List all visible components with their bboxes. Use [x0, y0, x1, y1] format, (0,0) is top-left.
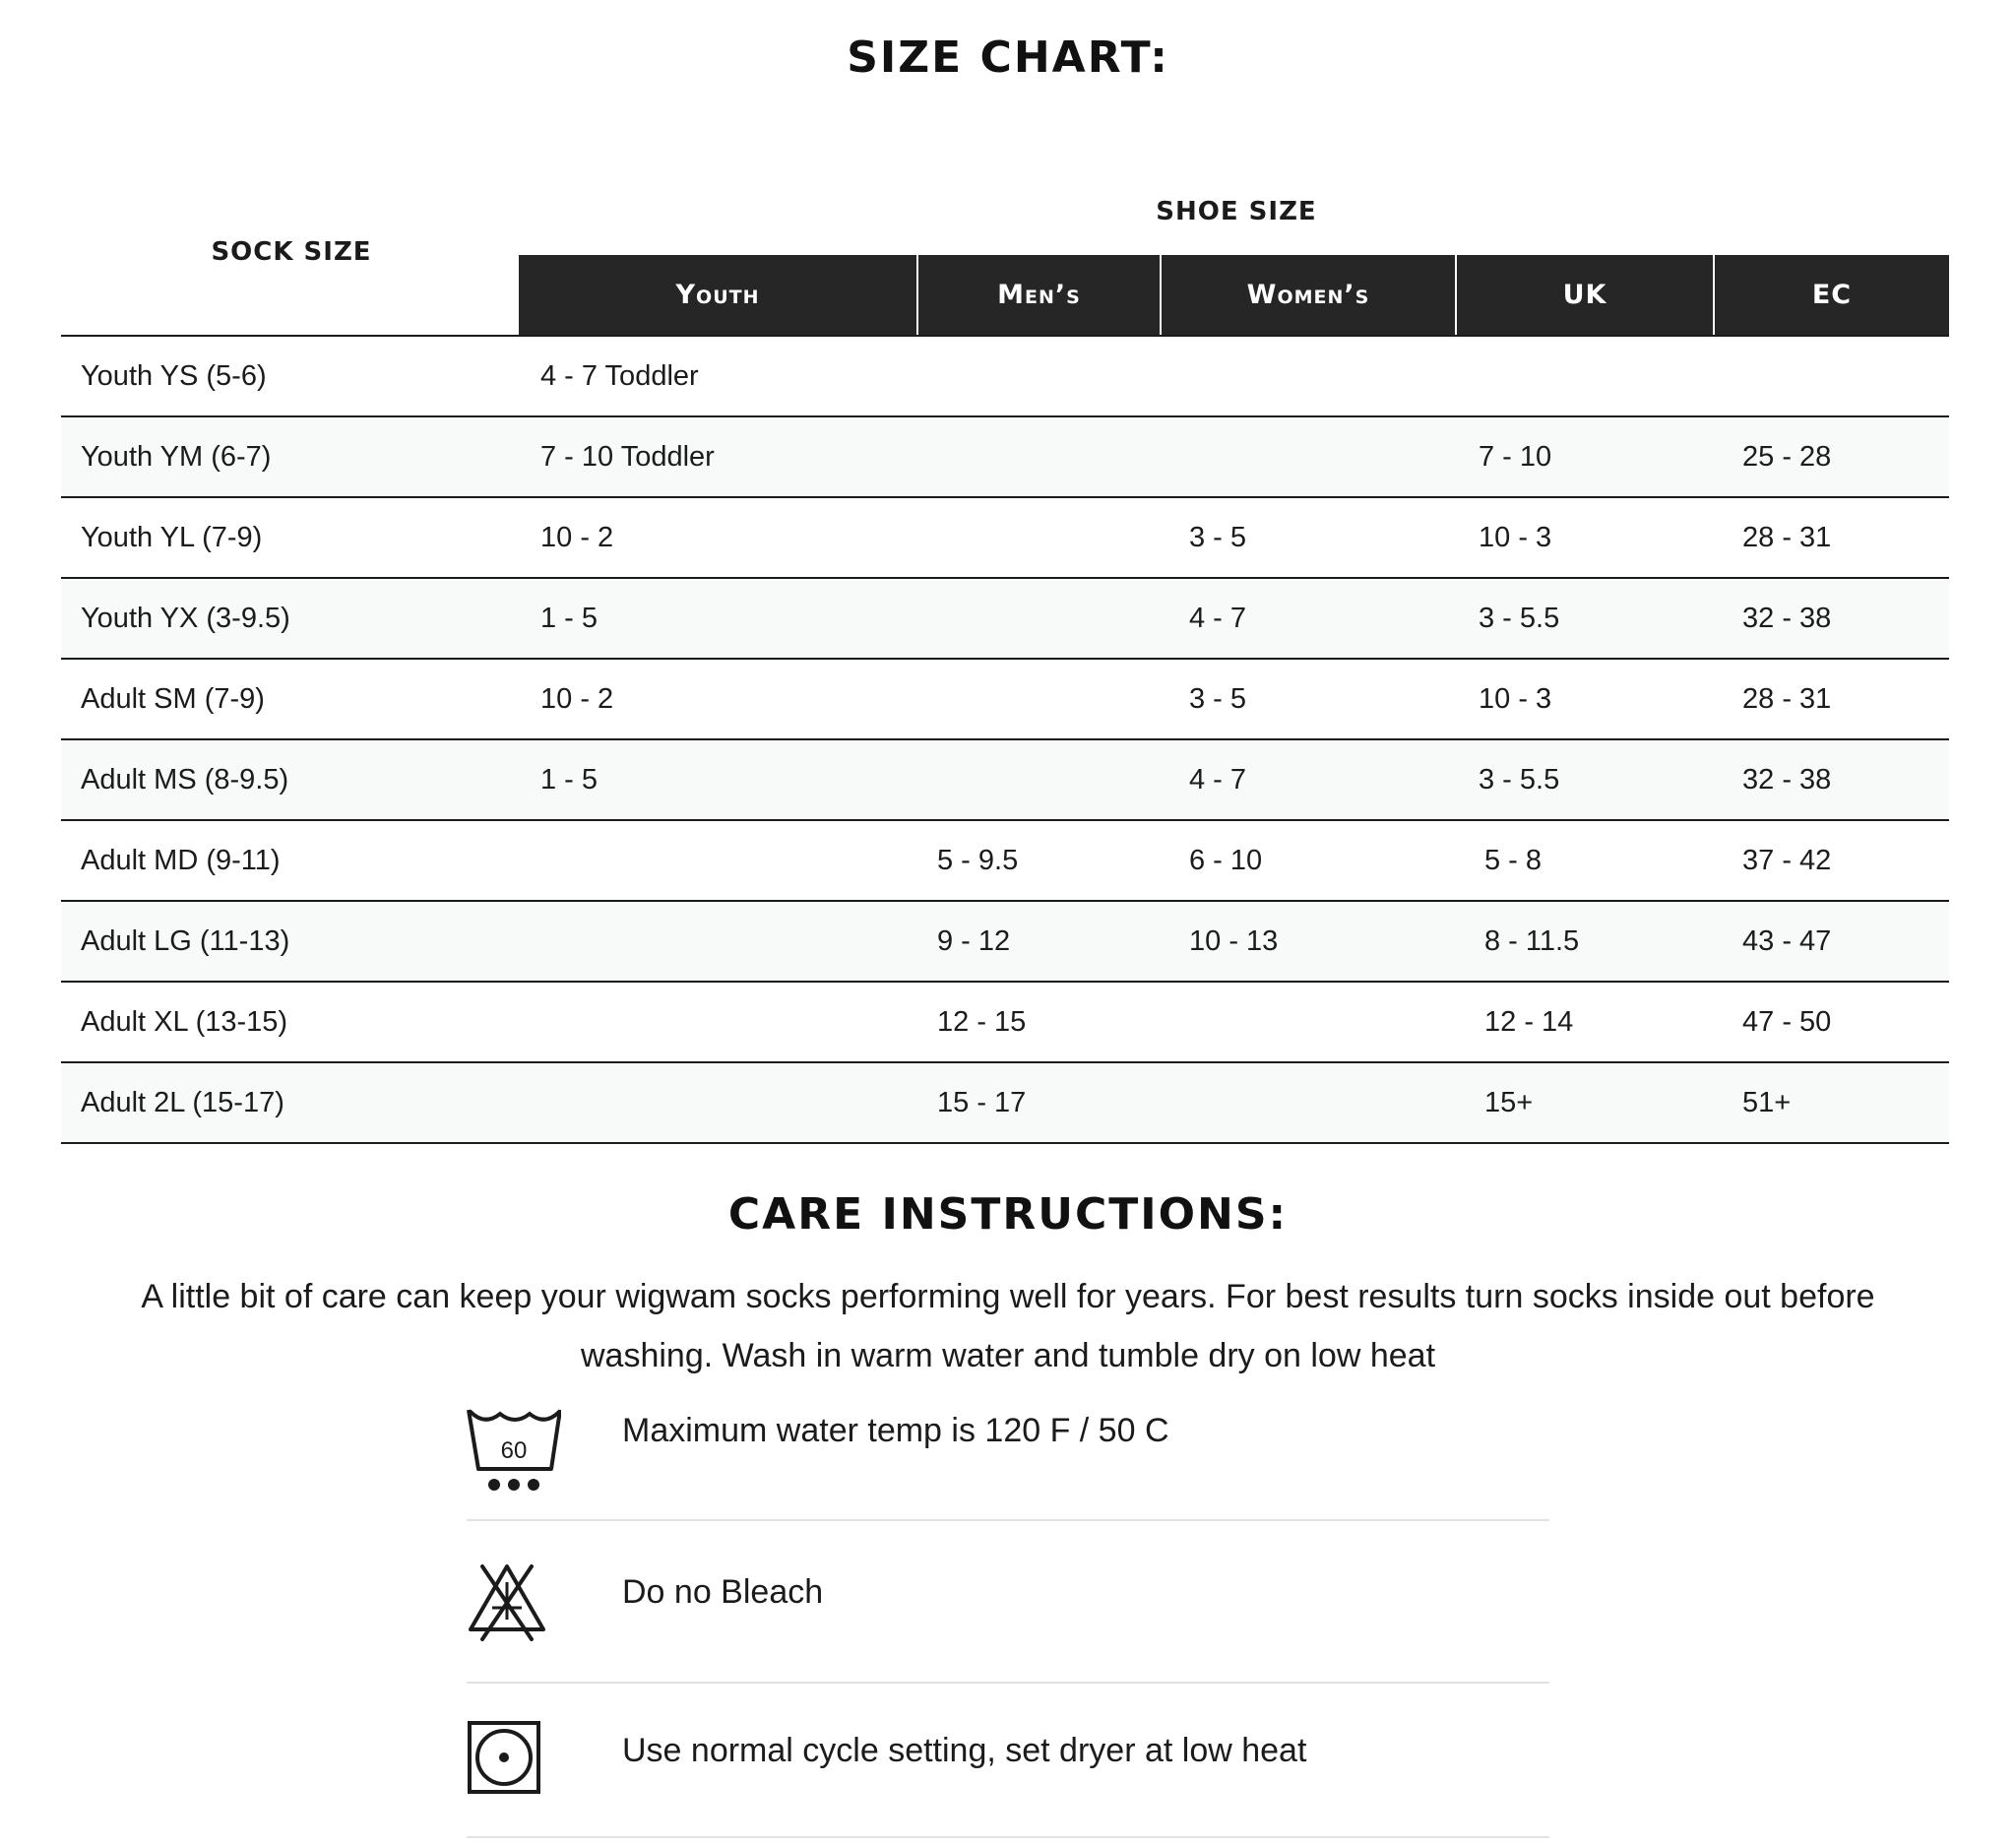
- care-instructions-title: CARE INSTRUCTIONS:: [727, 1189, 1289, 1240]
- size-table: [61, 335, 1949, 1144]
- divider: [467, 1519, 1549, 1521]
- table-row: [61, 335, 1949, 415]
- youth-cell: 1 - 5: [540, 603, 598, 634]
- sock-size-cell: Youth YS (5-6): [81, 360, 267, 392]
- wash-temp-label: 60: [500, 1437, 528, 1464]
- youth-cell: 4 - 7 Toddler: [540, 360, 699, 392]
- care-item-wash: [467, 1406, 1549, 1495]
- column-header-mens: Men’s: [916, 255, 1160, 335]
- womens-cell: 6 - 10: [1189, 845, 1263, 876]
- care-description: [59, 1267, 1957, 1385]
- ec-cell: 32 - 38: [1742, 603, 1832, 634]
- table-row: [61, 900, 1949, 981]
- sock-size-cell: Adult MS (8-9.5): [81, 764, 289, 796]
- care-item-no-bleach: [467, 1560, 1549, 1649]
- uk-cell: 15+: [1484, 1087, 1534, 1118]
- womens-cell: 4 - 7: [1189, 764, 1247, 796]
- uk-cell: 3 - 5.5: [1479, 603, 1560, 634]
- womens-cell: 3 - 5: [1189, 683, 1247, 715]
- womens-cell: 10 - 13: [1189, 925, 1279, 957]
- ec-cell: 25 - 28: [1742, 441, 1832, 473]
- sock-size-cell: Adult 2L (15-17): [81, 1087, 284, 1118]
- sock-size-cell: Youth YX (3-9.5): [81, 603, 290, 634]
- sock-size-heading: SOCK SIZE: [211, 237, 372, 267]
- youth-cell: 7 - 10 Toddler: [540, 441, 715, 473]
- womens-cell: 3 - 5: [1189, 522, 1247, 553]
- sock-size-cell: Youth YM (6-7): [81, 441, 272, 473]
- mens-cell: 15 - 17: [937, 1087, 1027, 1118]
- sock-size-cell: Youth YL (7-9): [81, 522, 263, 553]
- care-item-tumble-dry: [467, 1720, 1549, 1797]
- ec-cell: 43 - 47: [1742, 925, 1832, 957]
- uk-cell: 5 - 8: [1484, 845, 1543, 876]
- care-description-line: A little bit of care can keep your wigwam socks performing well for years. For best results turn socks inside out before: [141, 1278, 1875, 1315]
- youth-cell: 10 - 2: [540, 522, 614, 553]
- table-row: [61, 819, 1949, 900]
- care-description-line: washing. Wash in warm water and tumble dry on low heat: [580, 1337, 1436, 1374]
- sock-size-cell: Adult MD (9-11): [81, 845, 281, 876]
- divider: [467, 1682, 1549, 1684]
- table-row: [61, 738, 1949, 819]
- column-header-ec: EC: [1713, 255, 1949, 335]
- wash-60-icon: [467, 1406, 561, 1495]
- table-row: [61, 577, 1949, 658]
- no-bleach-icon: [467, 1560, 547, 1641]
- table-row: [61, 658, 1949, 738]
- ec-cell: 28 - 31: [1742, 683, 1832, 715]
- mens-cell: 5 - 9.5: [937, 845, 1019, 876]
- ec-cell: 28 - 31: [1742, 522, 1832, 553]
- table-row: [61, 415, 1949, 496]
- mens-cell: 12 - 15: [937, 1006, 1027, 1038]
- ec-cell: 51+: [1742, 1087, 1792, 1118]
- uk-cell: 3 - 5.5: [1479, 764, 1560, 796]
- column-header-uk: UK: [1455, 255, 1713, 335]
- size-chart-title: SIZE CHART:: [847, 32, 1169, 83]
- youth-cell: 1 - 5: [540, 764, 598, 796]
- care-label-dryer: Use normal cycle setting, set dryer at low heat: [622, 1732, 1307, 1769]
- womens-cell: 4 - 7: [1189, 603, 1247, 634]
- youth-cell: 10 - 2: [540, 683, 614, 715]
- divider: [467, 1836, 1549, 1838]
- care-label-no-bleach: Do no Bleach: [622, 1573, 824, 1611]
- sock-size-cell: Adult LG (11-13): [81, 925, 290, 957]
- ec-cell: 47 - 50: [1742, 1006, 1832, 1038]
- uk-cell: 8 - 11.5: [1484, 925, 1580, 957]
- ec-cell: 37 - 42: [1742, 845, 1832, 876]
- mens-cell: 9 - 12: [937, 925, 1011, 957]
- column-header-womens: Women’s: [1160, 255, 1455, 335]
- uk-cell: 7 - 10: [1479, 441, 1552, 473]
- uk-cell: 10 - 3: [1479, 683, 1552, 715]
- table-header: [519, 255, 1949, 335]
- tumble-dry-low-icon: [467, 1720, 541, 1795]
- table-row: [61, 981, 1949, 1061]
- care-label-water-temp: Maximum water temp is 120 F / 50 C: [622, 1412, 1169, 1449]
- column-header-youth: Youth: [675, 280, 760, 310]
- sock-size-cell: Adult XL (13-15): [81, 1006, 288, 1038]
- uk-cell: 12 - 14: [1484, 1006, 1574, 1038]
- table-row: [61, 496, 1949, 577]
- uk-cell: 10 - 3: [1479, 522, 1552, 553]
- ec-cell: 32 - 38: [1742, 764, 1832, 796]
- table-row: [61, 1061, 1949, 1144]
- sock-size-cell: Adult SM (7-9): [81, 683, 265, 715]
- shoe-size-heading: SHOE SIZE: [1156, 197, 1317, 226]
